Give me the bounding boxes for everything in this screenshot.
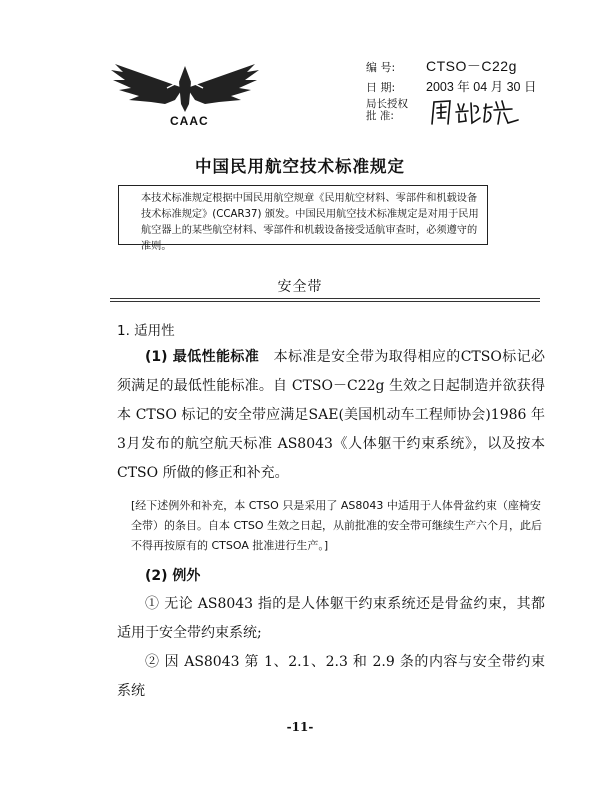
meta-approval-row — [366, 98, 586, 130]
approval-label-line1: 局长授权 — [366, 98, 408, 110]
heading-applicability: 1. 适用性 — [117, 323, 175, 339]
paragraph-lead: (1) 最低性能标准 — [145, 349, 260, 365]
number-value: CTSO－C22g — [426, 58, 517, 74]
exception-item-2: ② 因 AS8043 第 1、2.1、2.3 和 2.9 条的内容与安全带约束系统 — [117, 654, 545, 699]
section-title: 安全带 — [277, 279, 323, 295]
date-value: 2003 年 04 月 30 日 — [426, 80, 537, 94]
meta-date-row — [366, 77, 586, 98]
meta-number-row — [366, 56, 586, 77]
org-abbrev: CAAC — [170, 114, 209, 128]
section-rule-top — [110, 298, 540, 299]
section-rule-bottom — [110, 301, 540, 302]
heading-exceptions — [117, 562, 545, 591]
approval-label-line2: 批 准: — [366, 110, 394, 122]
main-title: 中国民用航空技术标准规定 — [195, 157, 405, 176]
number-label: 编 号: — [366, 61, 396, 74]
handwritten-signature — [428, 96, 524, 128]
exception-item-1: ① 无论 AS8043 指的是人体躯干约束系统还是骨盆约束，其都适用于安全带约束系统; — [117, 596, 545, 641]
notice-box: 本技术标准规定根据中国民用航空规章《民用航空材料、零部件和机载设备技术标准规定》(CCAR37) 颁发。中国民用航空技术标准规定是对用于民用航空器上的某些航空材料、零部件和机载设备接受适航审查时，必须遵守的准则。 — [118, 185, 488, 245]
date-label: 日 期: — [366, 81, 396, 94]
exceptions-label: (2) 例外 — [145, 568, 201, 584]
document-meta — [366, 56, 586, 130]
page-number: -11- — [286, 720, 314, 734]
note-paragraph: [经下述例外和补充，本 CTSO 只是采用了 AS8043 中适用于人体骨盆约束（座椅安全带）的条目。自本 CTSO 生效之日起，从前批准的安全带可继续生产六个月，此后不得再按原有的 CTSOA 批准进行生产。] — [131, 499, 543, 552]
paragraph-text: 本标准是安全带为取得相应的CTSO标记必须满足的最低性能标准。自 CTSO－C22g 生效之日起制造并欲获得本 CTSO 标记的安全带应满足SAE(美国机动车工程师协会)1986 年 3月发布的航空航天标准 AS8043《人体躯干约束系统》，以及按本 CTSO 所做的修正和补充。 — [117, 349, 545, 481]
paragraph-min-performance — [117, 343, 545, 488]
approval-label — [366, 98, 426, 122]
